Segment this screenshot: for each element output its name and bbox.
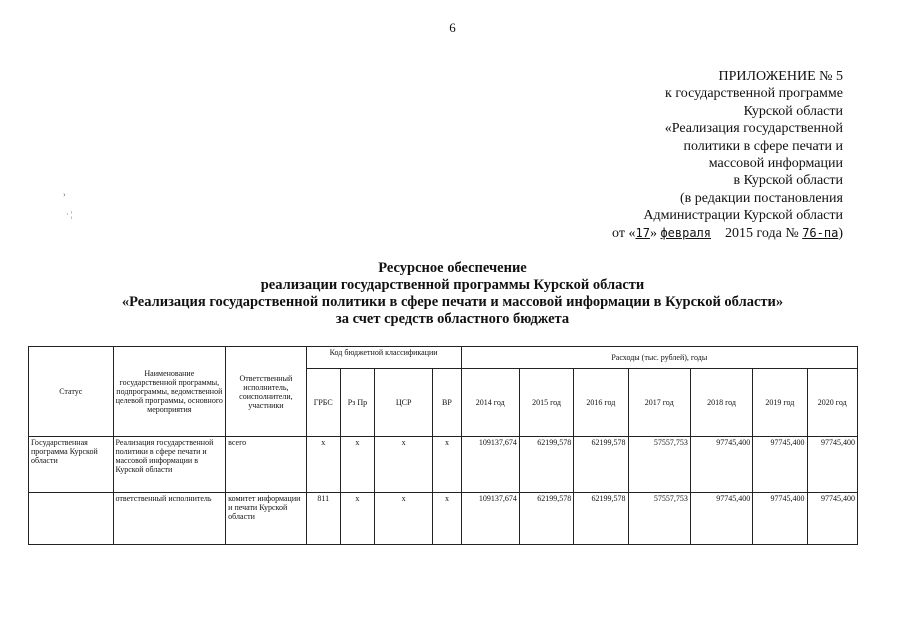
- header-year: 2017 год: [628, 369, 690, 437]
- header-budget-code: Код бюджетной классификации: [306, 347, 461, 369]
- header-year: 2016 год: [574, 369, 628, 437]
- resource-table: [28, 346, 858, 545]
- header-rzpr: Рз Пр: [340, 369, 374, 437]
- cell-executor: комитет информации и печати Курской области: [226, 493, 306, 545]
- header-status: Статус: [29, 347, 114, 437]
- appendix-line: Администрации Курской области: [643, 208, 843, 224]
- cell-rzpr: х: [340, 493, 374, 545]
- header-name: Наименование государственной программы, подпрограммы, ведомственной целевой программы, основного мероприятия: [113, 347, 226, 437]
- cell-grbs: х: [306, 437, 340, 493]
- cell-csr: х: [375, 437, 433, 493]
- header-grbs: ГРБС: [306, 369, 340, 437]
- cell-value: 62199,578: [519, 493, 573, 545]
- header-csr: ЦСР: [375, 369, 433, 437]
- appendix-header: [612, 68, 843, 242]
- header-year: 2015 год: [519, 369, 573, 437]
- cell-name: ответственный исполнитель: [113, 493, 226, 545]
- cell-value: 97745,400: [753, 437, 807, 493]
- cell-vr: х: [433, 437, 461, 493]
- date-mid: »: [649, 225, 657, 241]
- date-number: 76-па: [802, 225, 839, 240]
- cell-vr: х: [433, 493, 461, 545]
- title-line: за счет средств областного бюджета: [335, 311, 570, 327]
- appendix-line: «Реализация государственной: [664, 121, 843, 137]
- appendix-line: ПРИЛОЖЕНИЕ № 5: [718, 69, 843, 84]
- title-line: реализации государственной программы Курской области: [260, 277, 645, 293]
- cell-value: 57557,753: [628, 493, 690, 545]
- date-year: 2015 года №: [725, 225, 799, 241]
- cell-value: 97745,400: [807, 493, 857, 545]
- cell-value: 97745,400: [690, 437, 752, 493]
- appendix-line: к государственной программе: [665, 86, 843, 102]
- cell-value: 109137,674: [461, 493, 519, 545]
- cell-value: 62199,578: [519, 437, 573, 493]
- header-year: 2020 год: [807, 369, 857, 437]
- header-year: 2018 год: [690, 369, 752, 437]
- date-day: 17: [635, 225, 650, 240]
- cell-value: 97745,400: [690, 493, 752, 545]
- cell-grbs: 811: [306, 493, 340, 545]
- title-line: «Реализация государственной политики в сфере печати и массовой информации в Курской области»: [121, 294, 784, 310]
- cell-value: 62199,578: [574, 437, 628, 493]
- header-vr: ВР: [433, 369, 461, 437]
- appendix-line: Курской области: [743, 103, 843, 119]
- title-line: Ресурсное обеспечение: [378, 260, 527, 276]
- appendix-line: политики в сфере печати и: [683, 138, 843, 154]
- header-year: 2014 год: [461, 369, 519, 437]
- scan-artifact: ›: [63, 190, 66, 199]
- cell-value: 57557,753: [628, 437, 690, 493]
- appendix-line: в Курской области: [733, 173, 843, 189]
- cell-name: Реализация государственной политики в сфере печати и массовой информации в Курской области: [113, 437, 226, 493]
- cell-value: 97745,400: [753, 493, 807, 545]
- cell-csr: х: [375, 493, 433, 545]
- cell-value: 109137,674: [461, 437, 519, 493]
- date-suffix: ): [838, 225, 843, 241]
- table-row: [29, 493, 858, 545]
- document-title: [0, 260, 905, 328]
- date-month: февраля: [660, 225, 712, 240]
- cell-executor: всего: [226, 437, 306, 493]
- table-row: [29, 437, 858, 493]
- page-number: 6: [449, 20, 456, 35]
- cell-rzpr: х: [340, 437, 374, 493]
- appendix-date-line: [612, 225, 843, 242]
- date-prefix: от «: [612, 225, 636, 241]
- appendix-line: массовой информации: [708, 156, 843, 172]
- appendix-line: (в редакции постановления: [679, 190, 843, 206]
- scan-artifact: · ¦: [66, 210, 73, 219]
- header-executor: Ответственный исполнитель, соисполнители, участники: [226, 347, 306, 437]
- cell-status: Государственная программа Курской области: [29, 437, 114, 493]
- header-year: 2019 год: [753, 369, 807, 437]
- cell-value: 62199,578: [574, 493, 628, 545]
- header-expenses: Расходы (тыс. рублей), годы: [461, 347, 857, 369]
- cell-value: 97745,400: [807, 437, 857, 493]
- cell-status: [29, 493, 114, 545]
